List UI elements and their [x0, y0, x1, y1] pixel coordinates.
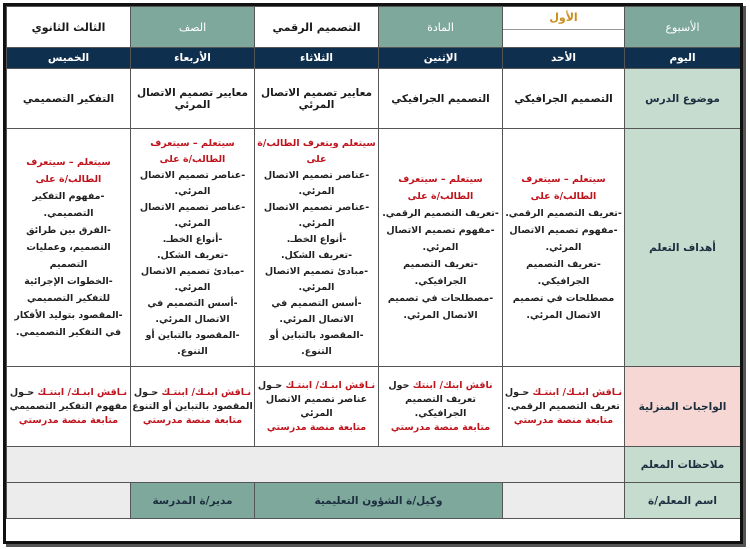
objectives-label: أهداف التعلم	[625, 129, 741, 367]
objectives-title: سيتعلم – سيتعرف الطالب/ة على	[26, 157, 111, 185]
objective-item: -عناصر تصميم الاتصال المرئي.	[263, 169, 370, 197]
lesson-plan-frame	[3, 3, 743, 544]
days-row	[7, 48, 741, 69]
homework-tuesday	[255, 367, 379, 447]
objectives-title: سيتعلم – سيتعرف الطالب/ة على	[521, 174, 606, 202]
principal-label: مدير/ة المدرسة	[131, 483, 255, 519]
objective-item: -عناصر تصميم الاتصال المرئي.	[139, 169, 246, 197]
day-monday: الإثنين	[379, 48, 503, 69]
objective-item: -أسس التصميم في الاتصال المرئي.	[147, 297, 238, 325]
objective-item: -الفرق بين طرائق التصميم، وعمليات التصميم	[26, 225, 111, 270]
deputy-label: وكيل/ة الشؤون التعليمية	[255, 483, 503, 519]
weekly-lesson-plan-table	[6, 6, 741, 519]
lesson-topic-sunday: التصميم الجرافيكي	[503, 69, 625, 129]
day-wednesday: الأربعاء	[131, 48, 255, 69]
objective-item: -مبادئ تصميم الاتصال المرئي.	[264, 265, 369, 293]
objective-item: -مفهوم تصميم الاتصال المرئي.	[509, 225, 618, 253]
day-thursday: الخميس	[7, 48, 131, 69]
homework-platform: متابعة منصة مدرستي	[266, 421, 367, 433]
objectives-wednesday	[131, 129, 255, 367]
objective-item: مصطلحات في تصميم الاتصال المرئي.	[512, 293, 615, 321]
lesson-topic-label: موضوع الدرس	[625, 69, 741, 129]
objective-item: -تعريف الشكل.	[156, 249, 229, 261]
objective-item: -مفهوم تصميم الاتصال المرئي.	[386, 225, 495, 253]
homework-lead: نـاقش ابنـك/ ابنتـك	[161, 386, 252, 398]
notes-row	[7, 447, 741, 483]
lesson-topic-wednesday: معايير تصميم الاتصال المرئي	[131, 69, 255, 129]
objective-item: -تعريف التصميم الجرافيكي.	[526, 259, 601, 287]
objectives-title: سيتعلم – سيتعرف الطالب/ة على	[398, 174, 483, 202]
homework-text: حـول مفهوم التفكير التصميمي	[9, 386, 128, 412]
info-row	[7, 7, 741, 48]
week-value-cell	[503, 7, 625, 48]
week-value-blank	[503, 30, 624, 47]
homework-sunday	[503, 367, 625, 447]
subject-label: المادة	[379, 7, 503, 48]
lesson-topic-row	[7, 69, 741, 129]
subject-value: التصميم الرقمي	[255, 7, 379, 48]
objective-item: -تعريف الشكل.	[280, 249, 353, 261]
homework-text: حول تعريف التصميم الجرافيكي.	[388, 379, 476, 419]
homework-text: حـول تعريف التصميم الرقمي.	[504, 386, 620, 412]
objective-item: -أنواع الخطـ.	[162, 233, 223, 245]
notes-area[interactable]	[7, 447, 625, 483]
lesson-topic-tuesday: معايير تصميم الاتصال المرئي	[255, 69, 379, 129]
objectives-row	[7, 129, 741, 367]
objective-item: -تعريف التصميم الرقمي.	[505, 208, 622, 219]
objectives-thursday	[7, 129, 131, 367]
day-label: اليوم	[625, 48, 741, 69]
homework-row	[7, 367, 741, 447]
homework-monday	[379, 367, 503, 447]
week-label: الأسبوع	[625, 7, 741, 48]
day-tuesday: الثلاثاء	[255, 48, 379, 69]
notes-label: ملاحظات المعلم	[625, 447, 741, 483]
grade-value: الثالث الثانوي	[7, 7, 131, 48]
objective-item: -مبادئ تصميم الاتصال المرئي.	[140, 265, 245, 293]
principal-field[interactable]	[7, 483, 131, 519]
homework-platform: متابعة منصة مدرستي	[513, 414, 614, 426]
homework-thursday	[7, 367, 131, 447]
objective-item: -عناصر تصميم الاتصال المرئي.	[263, 201, 370, 229]
objective-item: -مصطلحات في تصميم الاتصال المرئي.	[387, 293, 494, 321]
objective-item: -تعريف التصميم الجرافيكي.	[403, 259, 478, 287]
objective-item: -أسس التصميم في الاتصال المرئي.	[271, 297, 362, 325]
lesson-topic-monday: التصميم الجرافيكي	[379, 69, 503, 129]
objectives-sunday	[503, 129, 625, 367]
objective-item: -الخطوات الإجرائية للتفكير التصميمي	[24, 276, 113, 304]
objectives-title: سيتعلم ويتعرف الطالب/ة على	[257, 137, 376, 165]
homework-lead: نـاقش ابنـك/ ابنتـك	[285, 379, 376, 391]
objectives-monday	[379, 129, 503, 367]
homework-label: الواجبات المنزلية	[625, 367, 741, 447]
objectives-tuesday	[255, 129, 379, 367]
homework-platform: متابعة منصة مدرستي	[390, 421, 491, 433]
teacher-name-label: اسم المعلم/ة	[625, 483, 741, 519]
teacher-name-field[interactable]	[503, 483, 625, 519]
objective-item: -عناصر تصميم الاتصال المرئي.	[139, 201, 246, 229]
objective-item: -المقصود بالتباين أو التنوع.	[145, 329, 240, 357]
homework-platform: متابعة منصة مدرستي	[18, 414, 119, 426]
objective-item: -أنواع الخطـ.	[286, 233, 347, 245]
objective-item: -مفهوم التفكير التصميمي.	[32, 191, 105, 219]
homework-text: حـول المقصود بالتباين أو التنوع	[132, 386, 253, 412]
objective-item: -المقصود بالتباين أو التنوع.	[269, 329, 364, 357]
objective-item: -تعريف التصميم الرقمي.	[382, 208, 499, 219]
objectives-title: سيتعلم – سيتعرف الطالب/ة على	[150, 137, 235, 165]
homework-lead: نـاقش ابنـك/ ابنتـك	[37, 386, 128, 398]
homework-lead: نـاقش ابنـك/ ابنتـك	[532, 386, 623, 398]
footer-row	[7, 483, 741, 519]
homework-platform: متابعة منصة مدرستي	[142, 414, 243, 426]
day-sunday: الأحد	[503, 48, 625, 69]
grade-label: الصف	[131, 7, 255, 48]
lesson-topic-thursday: التفكير التصميمي	[7, 69, 131, 129]
homework-text: حـول عناصر تصميم الاتصال المرئي	[257, 379, 368, 419]
objective-item: -المقصود بتوليد الأفكار في التفكير التصميمي.	[14, 310, 123, 338]
homework-lead: ناقش ابنك/ ابنتك	[412, 379, 493, 391]
homework-wednesday	[131, 367, 255, 447]
week-value: الأول	[503, 7, 624, 30]
